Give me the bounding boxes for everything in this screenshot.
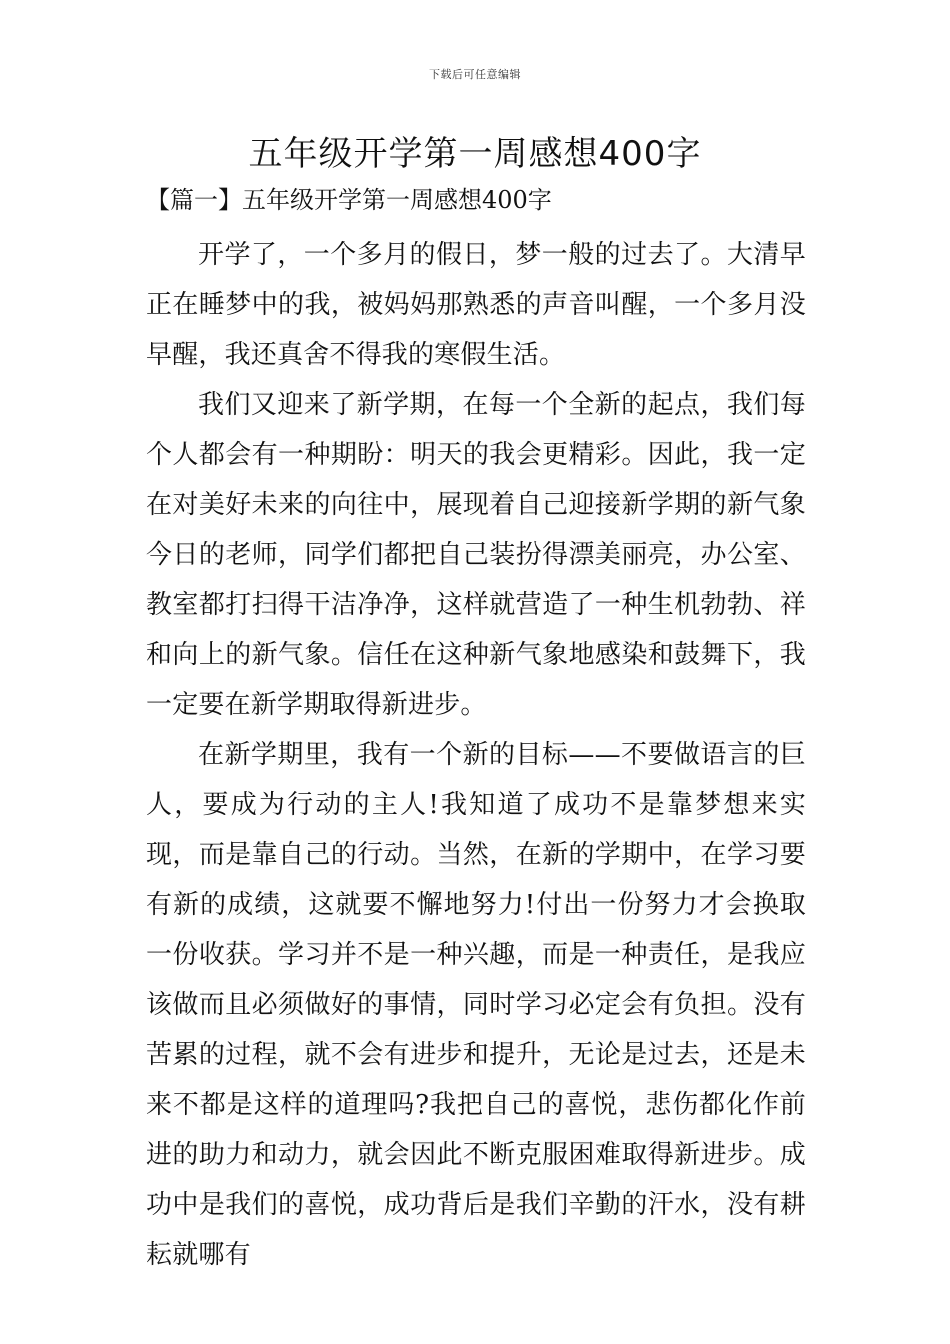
page-header: 下载后可任意编辑 (429, 68, 521, 81)
document-title: 五年级开学第一周感想400字 (248, 134, 702, 174)
document-body (146, 230, 806, 1280)
paragraph-2: 我们又迎来了新学期，在每一个全新的起点，我们每个人都会有一种期盼：明天的我会更精彩。因此，我一定在对美好未来的向往中，展现着自己迎接新学期的新气象今日的老师，同学们都把自己装扮得漂美丽亮，办公室、教室都打扫得干洁净净，这样就营造了一种生机勃勃、祥和向上的新气象。信任在这种新气象地感染和鼓舞下，我一定要在新学期取得新进步。 (146, 390, 806, 720)
section-heading: 【篇一】五年级开学第一周感想400字 (146, 186, 552, 214)
paragraph-3: 在新学期里，我有一个新的目标——不要做语言的巨人，要成为行动的主人!我知道了成功不是靠梦想来实现，而是靠自己的行动。当然，在新的学期中，在学习要有新的成绩，这就要不懈地努力!付出一份努力才会换取一份收获。学习并不是一种兴趣，而是一种责任，是我应该做而且必须做好的事情，同时学习必定会有负担。没有苦累的过程，就不会有进步和提升，无论是过去，还是未来不都是这样的道理吗?我把自己的喜悦，悲伤都化作前进的助力和动力，就会因此不断克服困难取得新进步。成功中是我们的喜悦，成功背后是我们辛勤的汗水，没有耕耘就哪有 (146, 740, 806, 1270)
paragraph-1: 开学了，一个多月的假日，梦一般的过去了。大清早正在睡梦中的我，被妈妈那熟悉的声音叫醒，一个多月没早醒，我还真舍不得我的寒假生活。 (146, 240, 806, 370)
